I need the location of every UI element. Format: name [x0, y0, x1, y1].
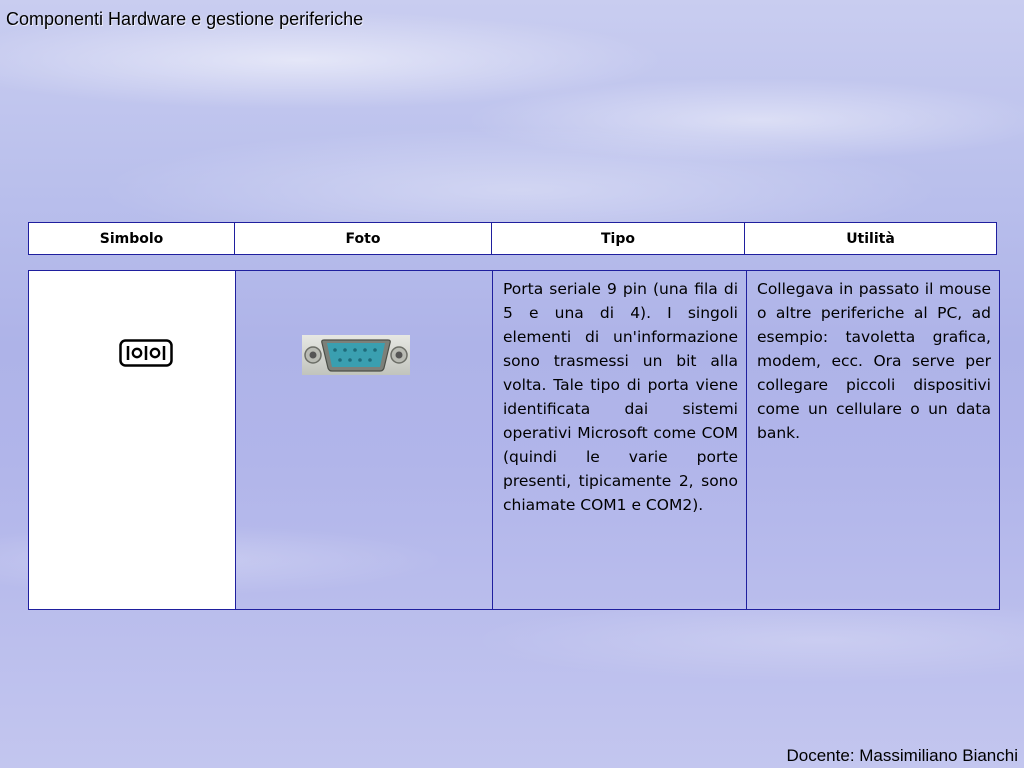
header-foto: Foto — [235, 223, 492, 254]
utilita-description: Collegava in passato il mouse o altre periferiche al PC, ad esempio: tavoletta grafica, modem, ecc. Ora serve per collegare piccoli dispositivi come un cellulare o un data bank. — [757, 280, 991, 442]
header-simbolo: Simbolo — [29, 223, 235, 254]
cell-foto — [236, 271, 493, 609]
cell-simbolo — [29, 271, 236, 609]
footer-teacher: Docente: Massimiliano Bianchi — [786, 746, 1018, 765]
cell-tipo — [493, 271, 747, 609]
cell-utilita — [747, 271, 999, 609]
tipo-description: Porta seriale 9 pin (una fila di 5 e una di 4). I singoli elementi di un'informazione sono trasmessi un bit alla volta. Tale tipo di porta viene identificata dai sistemi operativi Microsoft come COM (quindi le varie porte presenti, tipicamente 2, sono chiamate COM1 e COM2). — [503, 280, 738, 514]
table-row — [28, 270, 1000, 610]
table-header-row — [28, 222, 997, 255]
slide-title: Componenti Hardware e gestione periferiche — [6, 9, 364, 29]
serial-port-symbol-icon — [119, 339, 173, 367]
header-utilita: Utilità — [846, 230, 895, 247]
header-tipo: Tipo — [492, 223, 745, 254]
db9-serial-connector-photo — [302, 335, 410, 375]
